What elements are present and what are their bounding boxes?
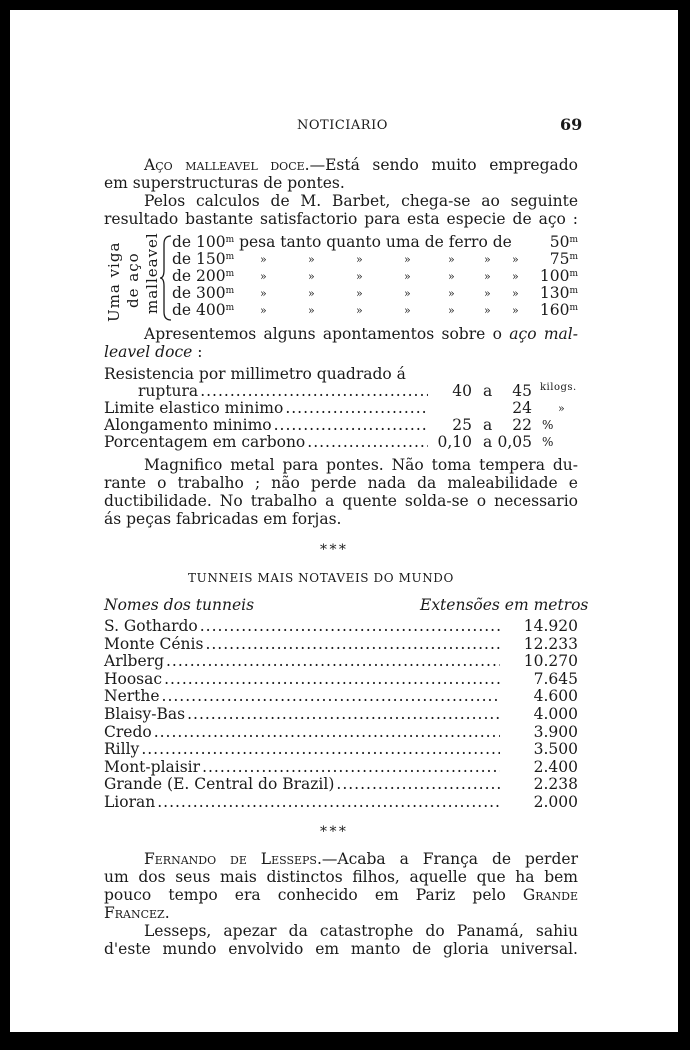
prop-resist-unit: kilogs. xyxy=(540,382,577,393)
apontamentos-line-1: Apresentemos alguns apontamentos sobre o aço mal- xyxy=(144,325,578,343)
page-number: 69 xyxy=(560,115,583,134)
side-label-de-aco: de aço xyxy=(124,252,142,308)
tunnel-length: 7.645 xyxy=(533,670,578,688)
tunnel-length: 4.600 xyxy=(533,687,578,705)
tunnel-name: S. Gothardo xyxy=(104,617,198,635)
beam-row-1: de 100$^m$ pesa tanto quanto uma de ferro de xyxy=(172,233,512,251)
closing-line-1: Magnifico metal para pontes. Não toma tempera du- xyxy=(144,456,578,474)
tunnel-name: Rilly xyxy=(104,740,140,758)
table-row xyxy=(104,653,502,670)
beam-result-4: 130$^m$ xyxy=(539,284,578,302)
beam-result-2: 75$^m$ xyxy=(549,250,578,268)
tunnel-name: Hoosac xyxy=(104,670,163,688)
prop-limite-row: Limite elastico minimo ..... xyxy=(104,400,430,417)
tunnels-col-length: Extensões em metros xyxy=(420,596,589,614)
beam-result-3: 100$^m$ xyxy=(539,267,578,285)
prop-porc-row: Porcentagem em carbono ..... xyxy=(104,434,430,451)
prop-porc-from: 0,10 xyxy=(437,433,472,451)
aco-lead-title: Aço malleavel doce. xyxy=(144,156,310,174)
table-row xyxy=(104,759,502,776)
beam-result-5: 160$^m$ xyxy=(539,301,578,319)
prop-resist-a: a xyxy=(483,382,493,400)
tunnel-length: 2.000 xyxy=(533,793,578,811)
aco-line-2: em superstructuras de pontes. xyxy=(104,174,345,192)
closing-line-4: ás peças fabricadas em forjas. xyxy=(104,510,342,528)
tunnel-name: Arlberg xyxy=(104,652,164,670)
prop-along-unit: % xyxy=(542,418,554,432)
tunnel-name: Credo xyxy=(104,723,152,741)
beam-row-2: de 150$^m$ xyxy=(172,250,235,268)
tunnel-length: 2.238 xyxy=(533,775,578,793)
tunnel-name: Grande (E. Central do Brazil) xyxy=(104,775,335,793)
prop-limite-unit: » xyxy=(558,402,565,415)
beam-row-5: de 400$^m$ xyxy=(172,301,235,319)
tunnel-length: 10.270 xyxy=(523,652,578,670)
prop-along-a: a xyxy=(483,416,493,434)
side-label-uma-viga: Uma viga xyxy=(105,241,123,322)
separator-2: * * * xyxy=(320,824,345,840)
prop-along-from: 25 xyxy=(452,416,472,434)
lesseps-para2-line-1: Lesseps, apezar da catastrophe do Panamá, sahiu xyxy=(144,922,578,940)
prop-along-to: 22 xyxy=(512,416,532,434)
table-row xyxy=(104,724,502,741)
lesseps-line-3: pouco tempo era conhecido em Pariz pelo Grande xyxy=(104,886,578,904)
prop-resist-label-1: Resistencia por millimetro quadrado á xyxy=(104,365,406,383)
prop-porc-unit: % xyxy=(542,435,554,449)
lesseps-line-1: Fernando de Lesseps.—Acaba a França de perder xyxy=(144,850,578,868)
tunnel-length: 12.233 xyxy=(523,635,578,653)
beam-row-3: de 200$^m$ xyxy=(172,267,235,285)
table-row xyxy=(104,688,502,705)
tunnel-name: Monte Cénis xyxy=(104,635,204,653)
apontamentos-line-2: leavel doce : xyxy=(104,343,203,361)
lesseps-para2-line-2: d'este mundo envolvido em manto de gloria universal. xyxy=(104,940,578,958)
aco-line-3: Pelos calculos de M. Barbet, chega-se ao seguinte xyxy=(144,192,578,210)
closing-line-2: rante o trabalho ; não perde nada da maleabilidade e xyxy=(104,474,578,492)
lesseps-line-2: um dos seus mais distinctos filhos, aquelle que ha bem xyxy=(104,868,578,886)
prop-along-row: Alongamento minimo ..... xyxy=(104,417,430,434)
prop-porc-to: 0,05 xyxy=(497,433,532,451)
tunnels-title: TUNNEIS MAIS NOTAVEIS DO MUNDO xyxy=(188,571,454,585)
tunnels-col-name: Nomes dos tunneis xyxy=(104,596,255,614)
tunnel-name: Mont-plaisir xyxy=(104,758,201,776)
table-row xyxy=(104,618,502,635)
aco-line-4: resultado bastante satisfactorio para esta especie de aço : xyxy=(104,210,578,228)
tunnel-length: 3.500 xyxy=(533,740,578,758)
aco-line-1 xyxy=(144,157,578,174)
prop-porc-a: a xyxy=(483,433,493,451)
side-label-malleavel: malleavel xyxy=(143,232,161,314)
prop-limite-value: 24 xyxy=(512,399,532,417)
table-row xyxy=(104,636,502,653)
closing-line-3: ductibilidade. No trabalho a quente solda-se o necessario xyxy=(104,492,578,510)
separator-1: * * * xyxy=(320,542,345,558)
lesseps-line-4: Francez. xyxy=(104,904,170,922)
tunnel-length: 14.920 xyxy=(523,617,578,635)
prop-resist-to: 45 xyxy=(512,382,532,400)
tunnel-name: Lioran xyxy=(104,793,156,811)
table-row xyxy=(104,706,502,723)
table-row xyxy=(104,741,502,758)
aco-line-1-text: —Está sendo muito empregado xyxy=(309,156,578,174)
tunnel-length: 2.400 xyxy=(533,758,578,776)
prop-resist-from: 40 xyxy=(452,382,472,400)
table-row xyxy=(104,794,502,811)
page: NOTICIARIO 69 Aço malleavel doce.—Está sendo muito empregado em superstructuras de pontes. Pelos calculos de M. Barbet, chega-se ao seguinte resultado bastante satisfactorio para esta especie de aço : Uma viga de aço malleavel de 100$^m$ pesa tanto quanto uma de ferro de 50$^m$ de 150$^m$ 75$^m$ de 200$^m$ 100$^m$ de 300$^m$ 130$^m$ de 400$^m$ 160$^m$ » » » » » » » » » » » » » » » » » » » » » » » » » » » » Apresentemos alguns apontamentos sobre o aço mal- leavel doce : Resistencia por millimetro quadrado á ruptura ..... 40 a 45 kilogs. Limite elastico minimo ..... 24 » Alongamento minimo ..... 25 a 22 % Porcentagem em carbono ..... 0,10 a 0,05 % Magnifico metal para pontes. Não toma tempera du- rante o trabalho ; não perde nada da maleabilidade e ductibilidade. No trabalho a quente solda-se o necessario ás peças fabricadas em forjas. * * * TUNNEIS MAIS NOTAVEIS DO MUNDO Nomes dos tunneis Extensões em metros S. Gothardo ..... 14.920 Monte Cénis ..... 12.233 Arlberg ..... 10.270 Hoosac ..... 7.645 Nerthe ..... 4.600 Blaisy-Bas ..... 4.000 Credo ..... 3.900 Rilly ..... 3.500 Mont-plaisir ..... 2.400 Grande (E. Central do Brazil) ..... 2.238 Lioran ..... 2.000 * * * Fernando de Lesseps.—Acaba a França de perder um dos seus mais distinctos filhos, aquelle que ha bem pouco tempo era conhecido em Pariz pelo Grande Francez. Lesseps, apezar da catastrophe do Panamá, sahiu d'este mundo envolvido em manto de gloria universal. xyxy=(10,10,678,1032)
brace-icon xyxy=(160,234,172,322)
running-header: NOTICIARIO xyxy=(297,118,388,133)
tunnel-length: 3.900 xyxy=(533,723,578,741)
beam-result-1: 50$^m$ xyxy=(549,233,578,251)
table-row xyxy=(104,776,502,793)
prop-resist-row: ruptura ..... xyxy=(138,383,430,400)
tunnel-name: Nerthe xyxy=(104,687,160,705)
table-row xyxy=(104,671,502,688)
tunnel-name: Blaisy-Bas xyxy=(104,705,186,723)
tunnel-length: 4.000 xyxy=(533,705,578,723)
beam-row-4: de 300$^m$ xyxy=(172,284,235,302)
